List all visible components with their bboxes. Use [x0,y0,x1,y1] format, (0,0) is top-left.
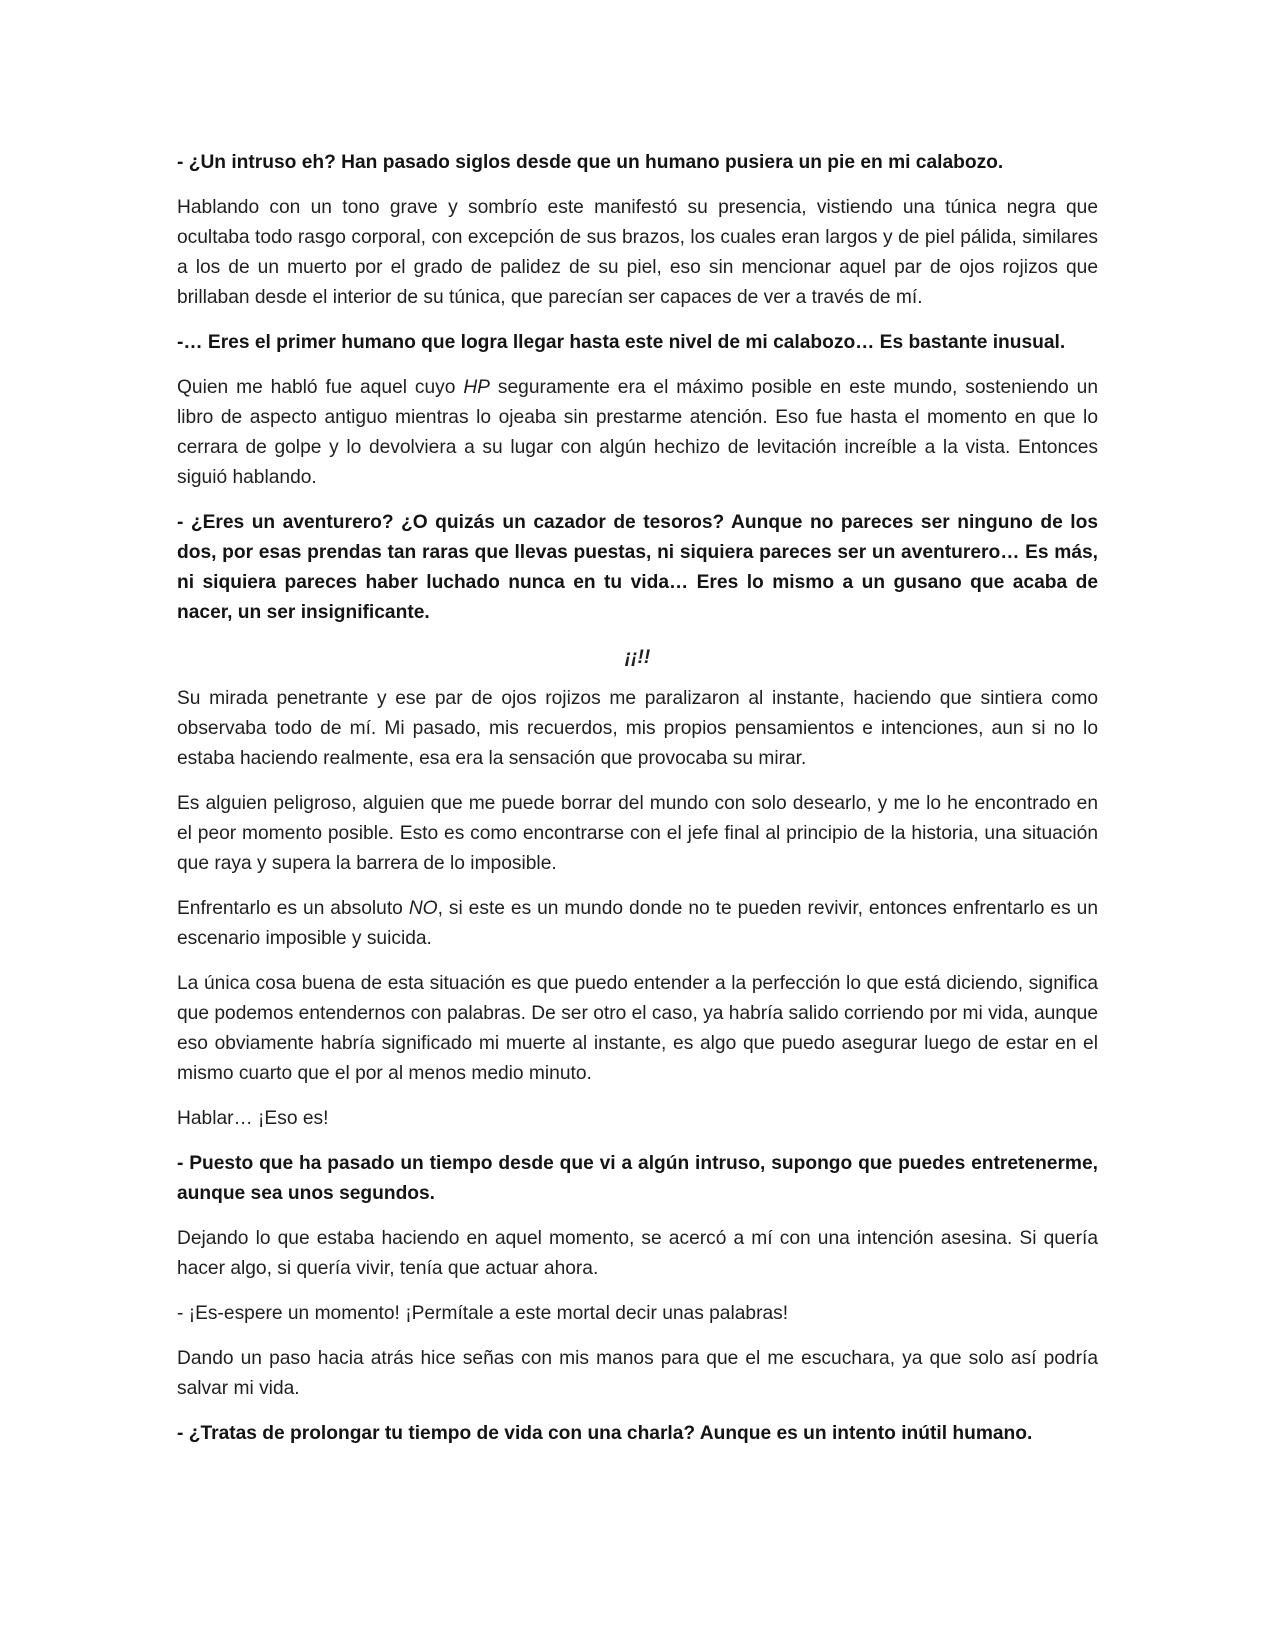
text-segment: Quien me habló fue aquel cuyo [177,377,464,398]
dialogue-paragraph: -… Eres el primer humano que logra llegar hasta este nivel de mi calabozo… Es bastante inusual. [177,332,1066,353]
document-body [177,148,1098,1464]
dialogue-paragraph: - ¿Un intruso eh? Han pasado siglos desde que un humano pusiera un pie en mi calabozo. [177,152,1004,173]
narration-paragraph: Hablando con un tono grave y sombrío este manifestó su presencia, vistiendo una túnica negra que ocultaba todo rasgo corporal, con excepción de sus brazos, los cuales eran largos y de piel pálida, similares a los de un muerto por el grado de palidez de su piel, eso sin mencionar aquel par de ojos rojizos que brillaban desde el interior de su túnica, que parecían ser capaces de ver a través de mí. [177,197,1098,308]
narration-paragraph: Su mirada penetrante y ese par de ojos rojizos me paralizaron al instante, haciendo que sintiera como observaba todo de mí. Mi pasado, mis recuerdos, mis propios pensamientos e intenciones, aun si no lo estaba haciendo realmente, esa era la sensación que provocaba su mirar. [177,688,1098,769]
narration-paragraph: Es alguien peligroso, alguien que me puede borrar del mundo con solo desearlo, y me lo he encontrado en el peor momento posible. Esto es como encontrarse con el jefe final al principio de la historia, una situación que raya y supera la barrera de lo imposible. [177,793,1098,874]
dialogue-paragraph: - ¡Es-espere un momento! ¡Permítale a este mortal decir unas palabras! [177,1303,789,1324]
narration-paragraph [177,373,1098,493]
narration-paragraph [177,894,1098,954]
narration-paragraph: Hablar… ¡Eso es! [177,1108,329,1129]
italic-term: NO [408,898,438,919]
text-segment: seguramente era el máximo posible en este mundo, sosteniendo un libro de aspecto antiguo mientras lo ojeaba sin prestarme atención. Eso fue hasta el momento en que lo cerrara de golpe y lo devolviera a su lugar con algún hechizo de levitación increíble a la vista. Entonces siguió hablando. [177,377,1098,488]
dialogue-paragraph: - Puesto que ha pasado un tiempo desde que vi a algún intruso, supongo que puedes entretenerme, aunque sea unos segundos. [177,1153,1098,1204]
scene-separator: ¡¡!! [624,647,651,668]
dialogue-paragraph: - ¿Eres un aventurero? ¿O quizás un cazador de tesoros? Aunque no pareces ser ninguno de los dos, por esas prendas tan raras que llevas puestas, ni siquiera pareces ser un aventurero… Es más, ni siquiera pareces haber luchado nunca en tu vida… Eres lo mismo a un gusano que acaba de nacer, un ser insignificante. [177,512,1098,623]
text-segment: Enfrentarlo es un absoluto [177,898,409,919]
dialogue-paragraph: - ¿Tratas de prolongar tu tiempo de vida con una charla? Aunque es un intento inútil humano. [177,1423,1033,1444]
text-segment: , si este es un mundo donde no te pueden revivir, entonces enfrentarlo es un escenario imposible y suicida. [177,898,1098,949]
narration-paragraph: Dando un paso hacia atrás hice señas con mis manos para que el me escuchara, ya que solo así podría salvar mi vida. [177,1348,1098,1399]
narration-paragraph: Dejando lo que estaba haciendo en aquel momento, se acercó a mí con una intención asesina. Si quería hacer algo, si quería vivir, tenía que actuar ahora. [177,1228,1098,1279]
narration-paragraph: La única cosa buena de esta situación es que puedo entender a la perfección lo que está diciendo, significa que podemos entendernos con palabras. De ser otro el caso, ya habría salido corriendo por mi vida, aunque eso obviamente habría significado mi muerte al instante, es algo que puedo asegurar luego de estar en el mismo cuarto que el por al menos medio minuto. [177,973,1098,1084]
italic-term: HP [463,377,490,398]
